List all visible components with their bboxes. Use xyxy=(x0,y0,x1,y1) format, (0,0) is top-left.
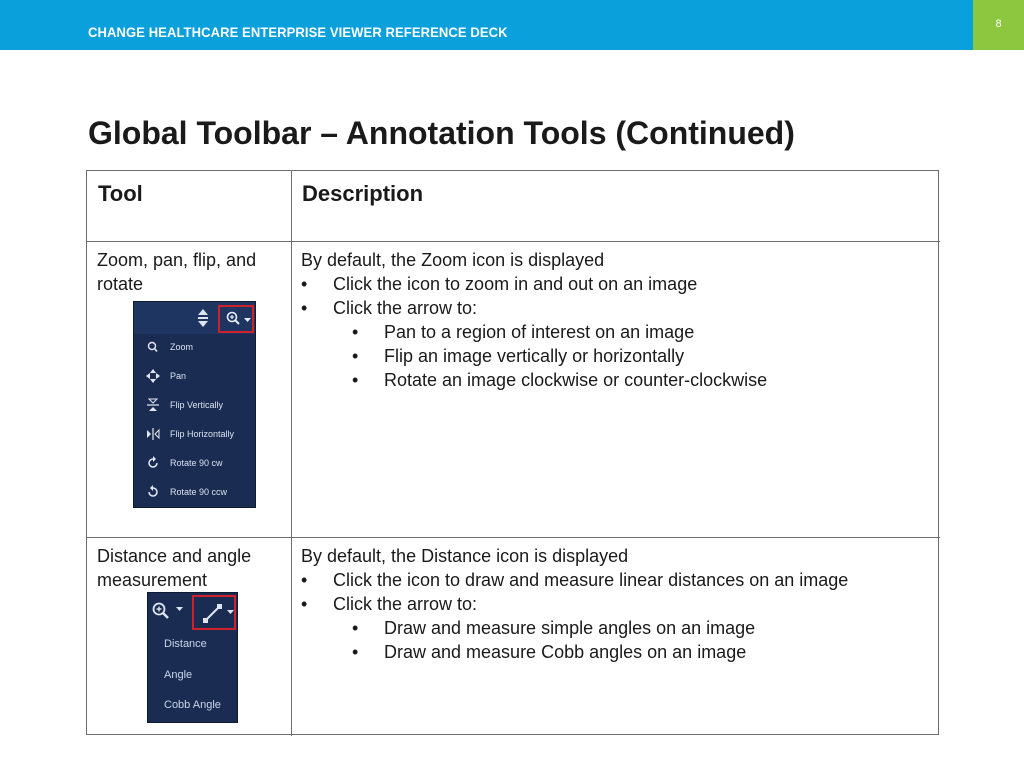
rotate-cw-icon xyxy=(144,456,162,470)
bullet-glyph: • xyxy=(301,570,308,590)
distance-menu-screenshot xyxy=(147,592,238,723)
sub-bullet-item xyxy=(301,320,767,344)
zoom-icon xyxy=(144,341,162,353)
tool-name-distance: Distance and angle measurement xyxy=(97,546,252,590)
header-band xyxy=(0,0,973,50)
bullet-text: Click the arrow to: xyxy=(333,298,478,318)
zoom-icon[interactable] xyxy=(152,602,170,620)
menu-item-rotate-ccw[interactable] xyxy=(144,484,227,500)
page-number: 8 xyxy=(995,18,1002,30)
sub-bullet-text: Draw and measure Cobb angles on an image xyxy=(384,642,747,662)
bullet-item xyxy=(301,568,848,592)
bullet-item xyxy=(301,592,848,616)
caret-down-icon[interactable] xyxy=(176,607,183,612)
sub-bullet-text: Pan to a region of interest on an image xyxy=(384,322,695,342)
menu-item-cobb-angle[interactable]: Cobb Angle xyxy=(164,699,221,711)
menu-item-label: Pan xyxy=(170,371,187,381)
bullet-item xyxy=(301,296,767,320)
zoom-toolbar xyxy=(134,302,255,334)
column-header-tool: Tool xyxy=(98,181,143,206)
menu-item-pan[interactable] xyxy=(144,368,186,384)
sub-bullet-item xyxy=(301,344,767,368)
sub-bullet-text: Rotate an image clockwise or counter-clockwise xyxy=(384,370,768,390)
header-row-divider xyxy=(87,241,940,242)
menu-item-label: Flip Horizontally xyxy=(170,429,235,439)
tool-name-zoom: Zoom, pan, flip, and rotate xyxy=(97,250,257,294)
sub-bullet-text: Draw and measure simple angles on an image xyxy=(384,618,756,638)
bullet-glyph: • xyxy=(352,322,359,342)
zoom-button-highlight[interactable] xyxy=(218,305,254,333)
zoom-menu-screenshot xyxy=(133,301,256,508)
up-down-arrow-icon xyxy=(198,309,208,327)
bullet-text: Click the arrow to: xyxy=(333,594,478,614)
column-header-description: Description xyxy=(302,181,424,206)
deck-title: CHANGE HEALTHCARE ENTERPRISE VIEWER REFERENCE DECK xyxy=(88,24,508,40)
menu-item-label: Rotate 90 cw xyxy=(170,458,223,468)
description-intro: By default, the Distance icon is displayed xyxy=(301,546,629,566)
menu-item-label: Zoom xyxy=(170,342,194,352)
bullet-glyph: • xyxy=(352,618,359,638)
sub-bullet-text: Flip an image vertically or horizontally xyxy=(384,346,685,366)
menu-item-flip-vertically[interactable] xyxy=(144,397,223,413)
menu-item-zoom[interactable] xyxy=(144,339,193,355)
bullet-glyph: • xyxy=(352,370,359,390)
page-number-box xyxy=(973,0,1024,50)
description-zoom xyxy=(301,248,767,392)
row-divider xyxy=(87,537,940,538)
bullet-item xyxy=(301,272,767,296)
menu-item-rotate-cw[interactable] xyxy=(144,455,223,471)
slide-title: Global Toolbar – Annotation Tools (Continued) xyxy=(88,115,795,151)
caret-down-icon[interactable] xyxy=(227,610,234,615)
description-distance xyxy=(301,544,848,664)
bullet-glyph: • xyxy=(352,346,359,366)
sub-bullet-item xyxy=(301,640,848,664)
distance-button-highlight[interactable] xyxy=(192,595,236,630)
menu-item-label: Flip Vertically xyxy=(170,400,224,410)
bullet-text: Click the icon to draw and measure linear distances on an image xyxy=(333,570,849,590)
flip-horizontal-icon xyxy=(144,427,162,441)
flip-vertical-icon xyxy=(144,398,162,412)
bullet-glyph: • xyxy=(301,298,308,318)
bullet-glyph: • xyxy=(352,642,359,662)
rotate-ccw-icon xyxy=(144,485,162,499)
menu-item-distance[interactable]: Distance xyxy=(164,638,207,650)
distance-icon xyxy=(202,603,224,625)
pan-icon xyxy=(144,369,162,383)
menu-item-angle[interactable]: Angle xyxy=(164,669,193,681)
description-intro: By default, the Zoom icon is displayed xyxy=(301,250,605,270)
sub-bullet-item xyxy=(301,368,767,392)
column-divider xyxy=(291,171,292,736)
sub-bullet-item xyxy=(301,616,848,640)
bullet-glyph: • xyxy=(301,274,308,294)
menu-item-flip-horizontally[interactable] xyxy=(144,426,234,442)
zoom-icon xyxy=(226,311,240,325)
bullet-text: Click the icon to zoom in and out on an image xyxy=(333,274,698,294)
menu-item-label: Rotate 90 ccw xyxy=(170,487,228,497)
bullet-glyph: • xyxy=(301,594,308,614)
caret-down-icon[interactable] xyxy=(244,318,251,323)
